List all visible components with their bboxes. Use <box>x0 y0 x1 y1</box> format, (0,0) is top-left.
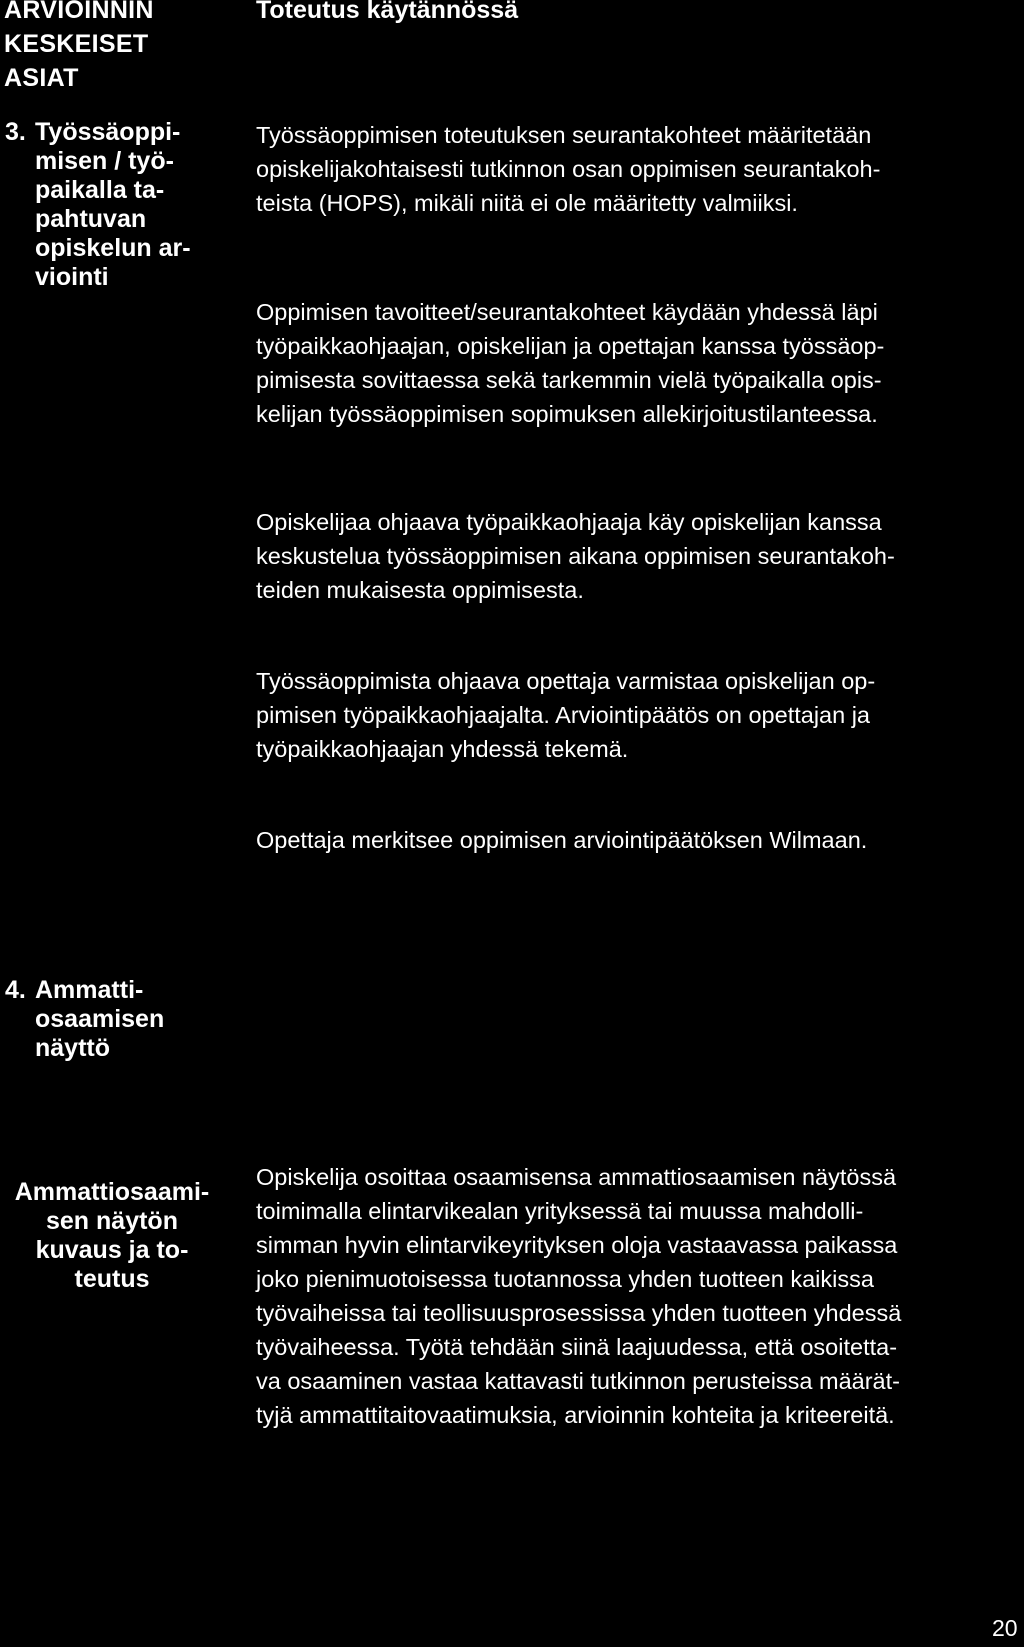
section-3-paragraph: Oppimisen tavoitteet/seurantakohteet käydään yhdessä läpi työpaikkaohjaajan, opiskelijan ja opettajan kanssa työssäop- pimisesta sovittaessa sekä tarkemmin vielä työpaikalla opis- kelijan työssäoppimisen sopimuksen allekirjoitustilanteessa. <box>256 299 885 427</box>
header-implementation-in-practice: Toteutus käytännössä <box>256 0 519 24</box>
section-4-title: Ammatti- osaamisen näyttö <box>35 976 165 1062</box>
page-number: 20 <box>992 1615 1018 1641</box>
header-assessment-key-issues: ARVIOINNIN KESKEISET ASIAT <box>4 0 154 92</box>
section-4-heading <box>5 976 235 1063</box>
section-3-number: 3. <box>5 118 26 146</box>
section-3-heading <box>5 118 235 292</box>
section-3-paragraph: Työssäoppimista ohjaava opettaja varmistaa opiskelijan op- pimisen työpaikkaohjaajalta. Arviointipäätös on opettajan ja työpaikkaohjaajan yhdessä tekemä. <box>256 668 876 762</box>
section-3-paragraph: Opiskelijaa ohjaava työpaikkaohjaaja käy opiskelijan kanssa keskustelua työssäoppimisen aikana oppimisen seurantakoh- teiden mukaisesta oppimisesta. <box>256 509 895 603</box>
section-3-paragraph: Työssäoppimisen toteutuksen seurantakohteet määritetään opiskelijakohtaisesti tutkinnon osan oppimisen seurantakoh- teista (HOPS), mikäli niitä ei ole määritetty valmiiksi. <box>256 122 881 216</box>
section-3-paragraph: Opettaja merkitsee oppimisen arviointipäätöksen Wilmaan. <box>256 827 868 853</box>
section-3-title: Työssäoppi- misen / työ- paikalla ta- pahtuvan opiskelun ar- viointi <box>35 118 191 291</box>
section-4-number: 4. <box>5 976 26 1004</box>
demo-description-heading: Ammattiosaami- sen näytön kuvaus ja to- teutus <box>14 1178 210 1293</box>
demo-description-text: Opiskelija osoittaa osaamisensa ammattiosaamisen näytössä toimimalla elintarvikealan yrityksessä tai muussa mahdolli- simman hyvin elintarvikeyrityksen oloja vastaavassa paikassa joko pienimuotoisessa tuotannossa yhden tuotteen kaikissa työvaiheissa tai teollisuusprosessissa yhden tuotteen yhdessä työvaiheessa. Työtä tehdään siinä laajuudessa, että osoitetta- va osaaminen vastaa kattavasti tutkinnon perusteissa määrät- tyjä ammattitaitovaatimuksia, arvioinnin kohteita ja kriteereitä. <box>256 1164 902 1428</box>
